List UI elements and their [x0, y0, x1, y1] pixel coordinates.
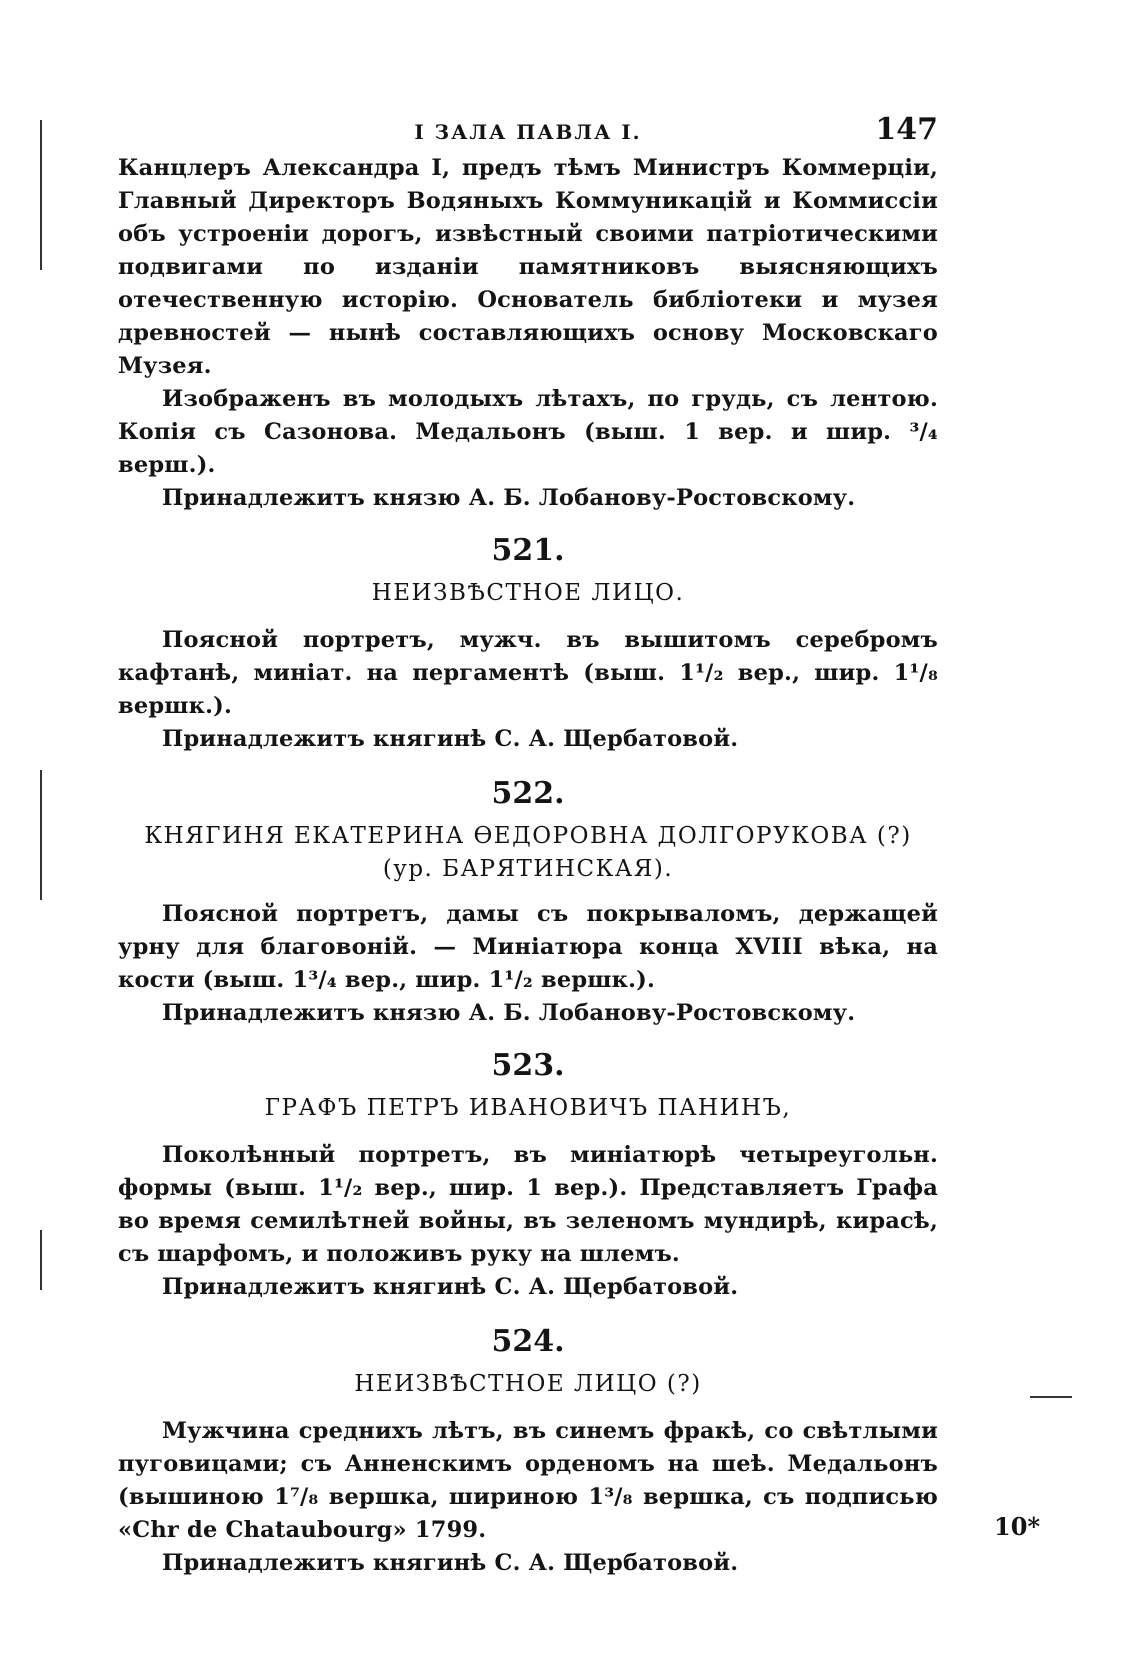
intro-section — [118, 152, 938, 515]
entry-title-block — [118, 820, 938, 886]
entry-description: Поколѣнный портретъ, въ миніатюрѣ четыреугольн. формы (выш. 1¹/₂ вер., шир. 1 вер.). Представляетъ Графа во время семилѣтней войны, въ зеленомъ мундирѣ, кирасѣ, съ шарфомъ, и положивъ руку на шлемъ. — [118, 1142, 938, 1267]
page-header — [118, 112, 938, 152]
entry-522 — [118, 776, 938, 1030]
entry-524 — [118, 1324, 938, 1580]
printer-signature: 10* — [994, 1512, 1040, 1541]
entry-description: Мужчина среднихъ лѣтъ, въ синемъ фракѣ, со свѣтлыми пуговицами; съ Анненскимъ орденомъ на шеѣ. Медальонъ (вышиною 1⁷/₈ вершка, шириною 1³/₈ вершка, съ подписью «Chr de Chataubourg» 1799. — [118, 1418, 938, 1543]
entry-number: 524. — [491, 1324, 565, 1359]
entry-number: 522. — [491, 776, 565, 811]
intro-paragraph: Канцлеръ Александра I, предъ тѣмъ Министръ Коммерціи, Главный Директоръ Водяныхъ Коммуникацій и Коммиссіи объ устроеніи дорогъ, извѣстный своими патріотическими подвигами по изданіи памятниковъ выясняющихъ отечественную исторію. Основатель библіотеки и музея древностей — нынѣ составляющихъ основу Московскаго Музея. — [118, 155, 938, 379]
entry-title: НЕИЗВѢСТНОЕ ЛИЦО (?) — [354, 1371, 702, 1397]
entry-521 — [118, 533, 938, 756]
entry-title: КНЯГИНЯ ЕКАТЕРИНА ѲЕДОРОВНА ДОЛГОРУКОВА (?) — [144, 823, 912, 849]
intro-owner: Принадлежитъ князю А. Б. Лобанову-Ростовскому. — [162, 485, 856, 511]
entry-title: ГРАФЪ ПЕТРЪ ИВАНОВИЧЪ ПАНИНЪ, — [264, 1095, 792, 1121]
entry-description: Поясной портретъ, дамы съ покрываломъ, держащей урну для благовоній. — Миніатюра конца XVIII вѣка, на кости (выш. 1³/₄ вер., шир. 1¹/₂ вершк.). — [118, 901, 938, 993]
entry-owner: Принадлежитъ князю А. Б. Лобанову-Ростовскому. — [162, 1000, 856, 1026]
intro-description: Изображенъ въ молодыхъ лѣтахъ, по грудь, съ лентою. Копія съ Сазонова. Медальонъ (выш. 1 вер. и шир. ³/₄ верш.). — [118, 386, 938, 478]
scan-margin-line — [40, 1230, 42, 1290]
entry-number: 521. — [491, 533, 565, 568]
scan-margin-line — [40, 770, 42, 900]
entry-523 — [118, 1048, 938, 1304]
entry-subtitle: (ур. БАРЯТИНСКАЯ). — [382, 856, 674, 882]
entry-number: 523. — [491, 1048, 565, 1083]
entry-description: Поясной портретъ, мужч. въ вышитомъ серебромъ кафтанѣ, миніат. на пергаментѣ (выш. 1¹/₂ вер., шир. 1¹/₈ вершк.). — [118, 627, 938, 719]
book-page — [118, 112, 938, 1580]
entry-owner: Принадлежитъ княгинѣ С. А. Щербатовой. — [162, 1550, 739, 1576]
entry-owner: Принадлежитъ княгинѣ С. А. Щербатовой. — [162, 1274, 739, 1300]
scan-margin-line — [40, 120, 42, 270]
entry-owner: Принадлежитъ княгинѣ С. А. Щербатовой. — [162, 726, 739, 752]
scan-margin-dash — [1030, 1396, 1072, 1398]
running-head: I ЗАЛА ПАВЛА I. — [414, 120, 642, 144]
entry-title: НЕИЗВѢСТНОЕ ЛИЦО. — [371, 580, 685, 606]
page-number: 147 — [875, 112, 938, 147]
